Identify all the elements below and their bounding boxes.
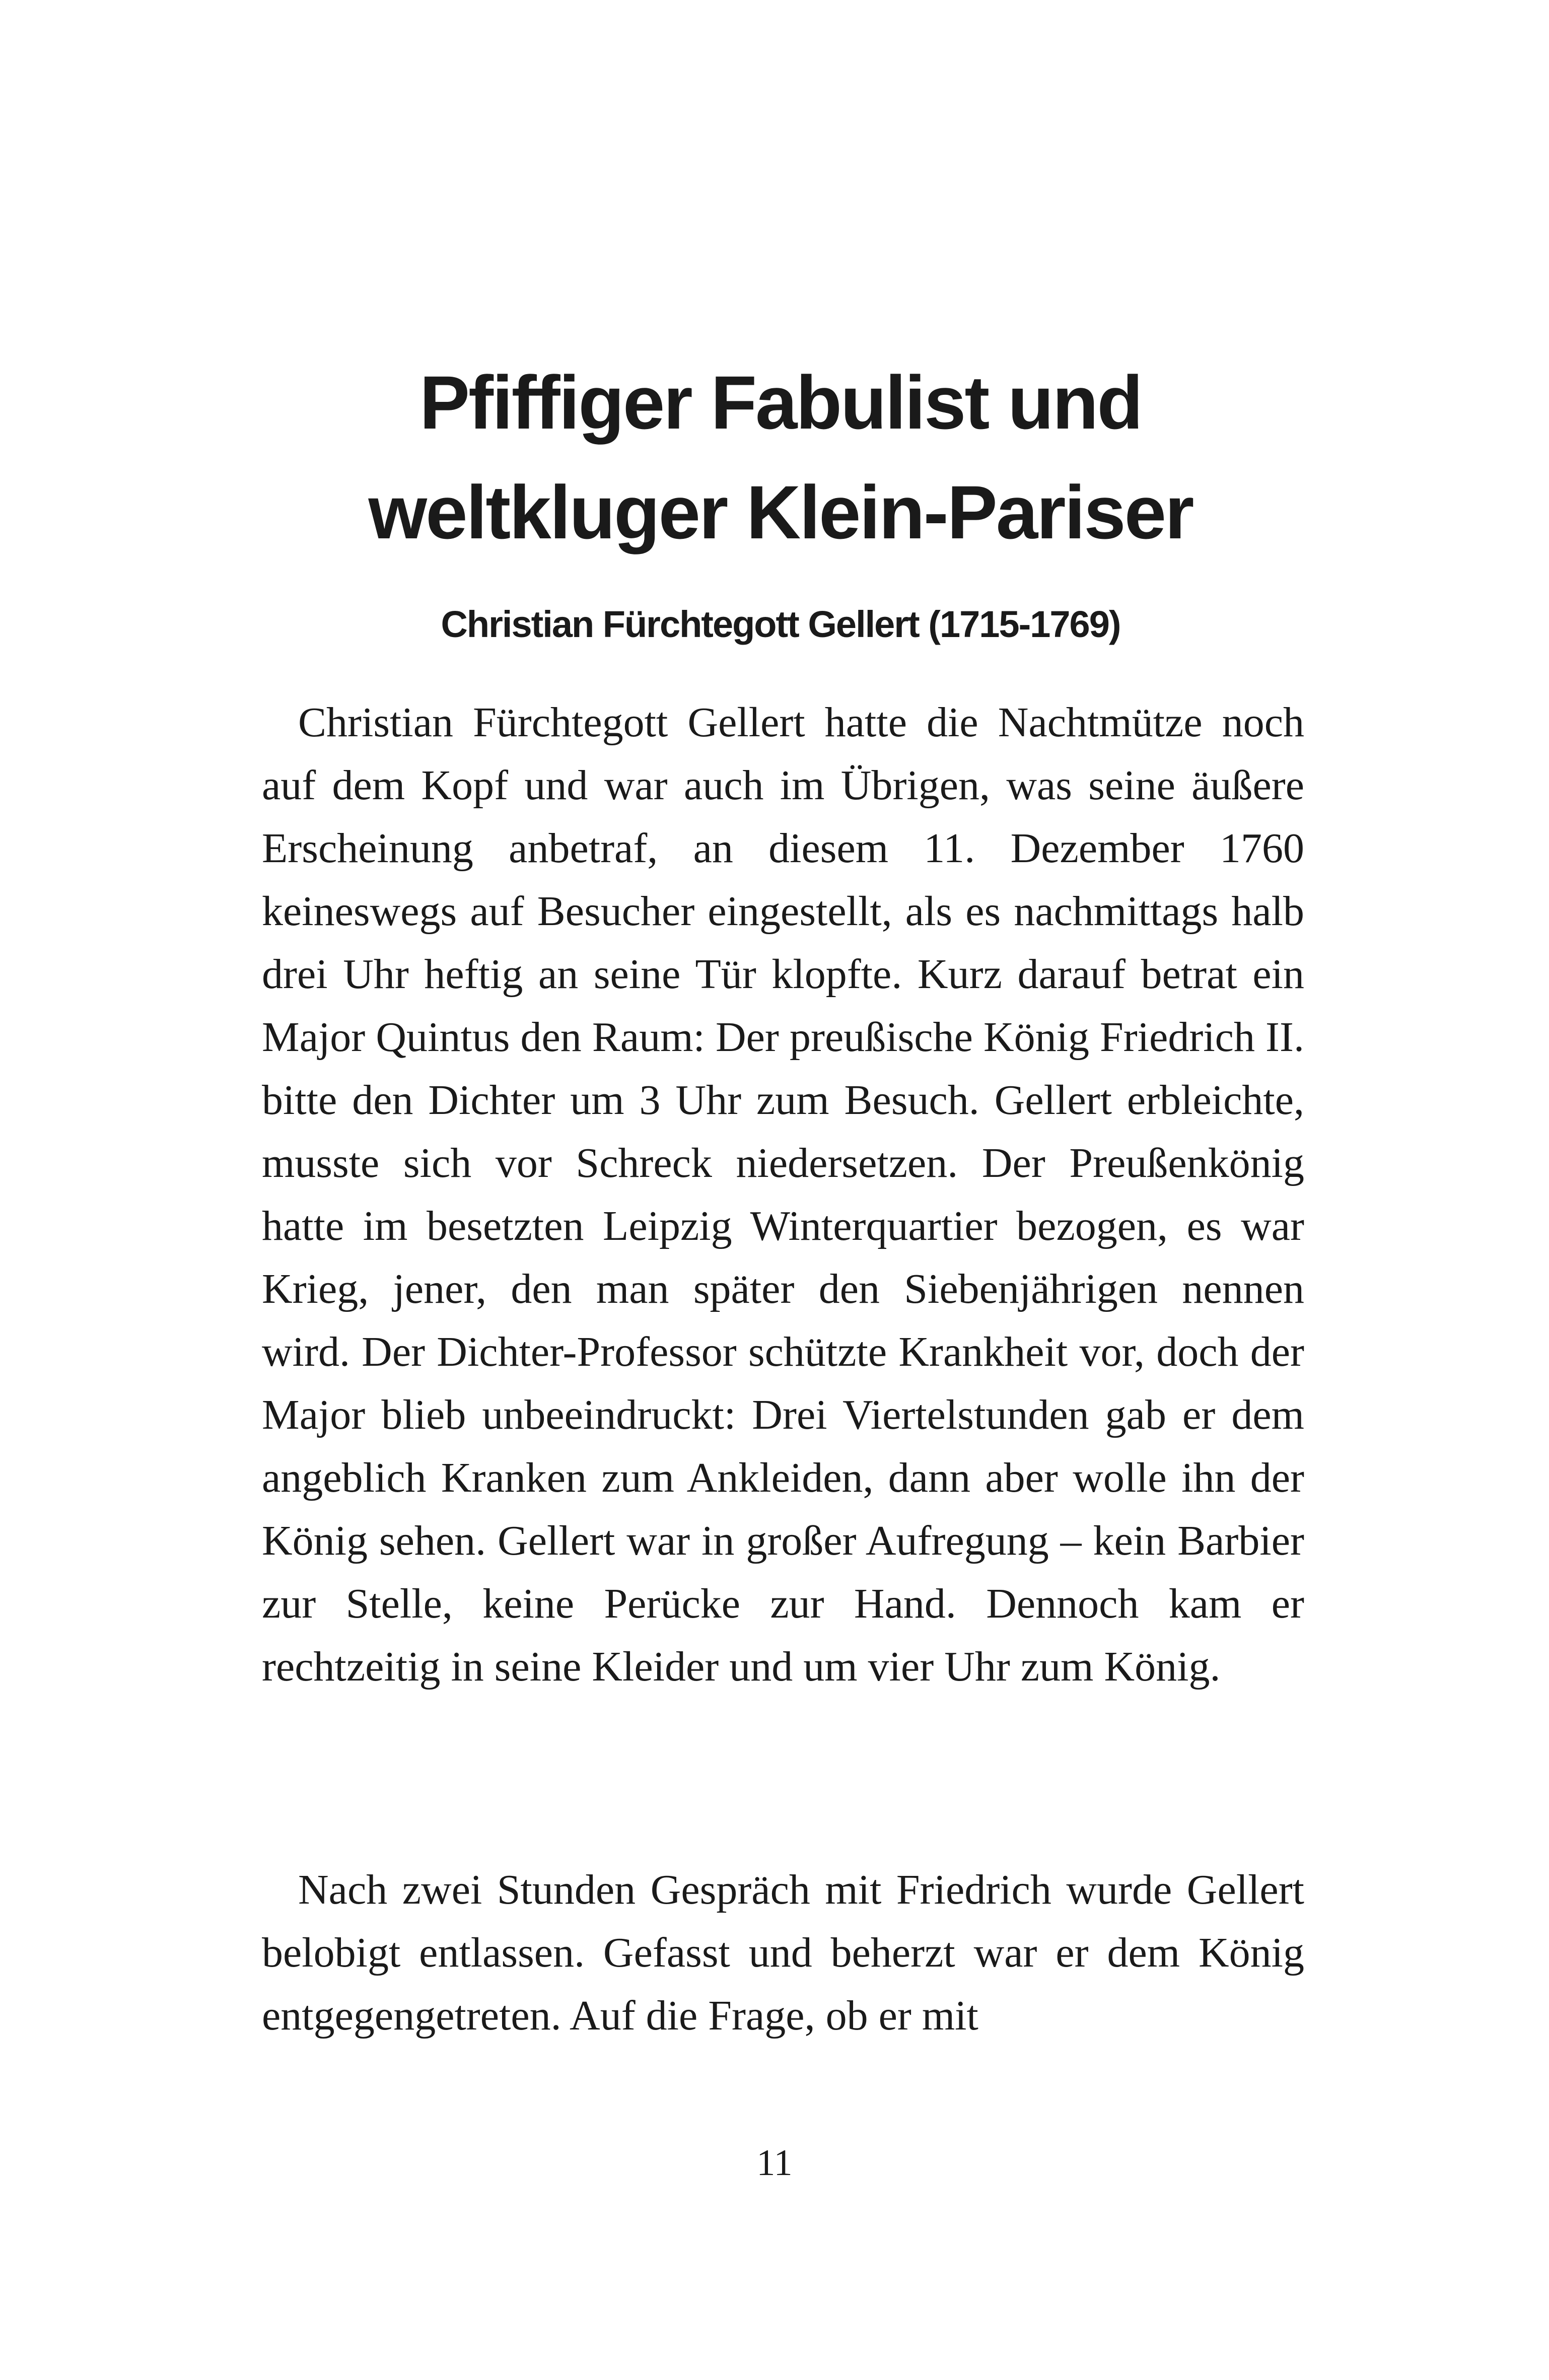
chapter-subtitle: Christian Fürchtegott Gellert (1715-1769) [441,603,1120,645]
chapter-title-line-2: weltkluger Klein-Pariser [368,470,1193,554]
page-number: 11 [756,2142,793,2184]
chapter-title [262,347,1299,567]
body-paragraph: Christian Fürchtegott Gellert hatte die Nachtmütze noch auf dem Kopf und war auch im Übrigen, was seine äußere Erscheinung anbetraf, an diesem 11. Dezember 1760 keineswegs auf Besucher eingestellt, als es nachmittags halb drei Uhr heftig an seine Tür klopfte. Kurz darauf betrat ein Major Quintus den Raum: Der preußische König Friedrich II. bitte den Dichter um 3 Uhr zum Besuch. Gellert erbleichte, musste sich vor Schreck niedersetzen. Der Preußenkönig hatte im besetzten Leipzig Winterquartier bezogen, es war Krieg, jener, den man später den Siebenjährigen nennen wird. Der Dichter-Professor schützte Krankheit vor, doch der Major blieb unbeeindruckt: Drei Viertelstunden gab er dem angeblich Kranken zum Ankleiden, dann aber wolle ihn der König sehen. Gellert war in großer Aufregung – kein Barbier zur Stelle, keine Perücke zur Hand. Dennoch kam er rechtzeitig in seine Kleider und um vier Uhr zum König. [262,699,1304,1690]
body-paragraph: Nach zwei Stunden Gespräch mit Friedrich wurde Gellert belobigt entlassen. Gefasst und beherzt war er dem König entgegengetreten. Auf die Frage, ob er mit [262,1866,1304,2039]
chapter-title-line-1: Pfiffiger Fabulist und [419,360,1142,445]
